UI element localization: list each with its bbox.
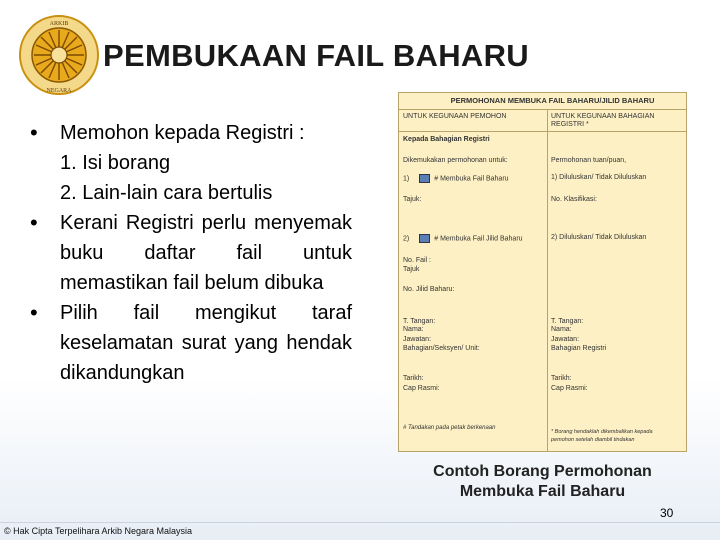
- page-number: 30: [660, 506, 674, 520]
- form-option: 2) # Membuka Fail Jilid Baharu: [403, 235, 523, 243]
- caption-line: Membuka Fail Baharu: [459, 483, 626, 500]
- svg-text:NEGARA: NEGARA: [46, 88, 72, 94]
- bullet-text: Kerani Registri perlu menyemak buku daftar fail untuk memastikan fail belum dibuka: [60, 212, 352, 294]
- form-label: Tarikh:: [551, 375, 572, 382]
- form-label: T. Tangan:: [403, 318, 436, 325]
- form-label: Permohonan tuan/puan,: [551, 157, 627, 164]
- form-label: Bahagian/Seksyen/ Unit:: [403, 345, 480, 352]
- bullet-item: [30, 208, 352, 298]
- bullet-item: [30, 298, 352, 388]
- checkbox-icon: [419, 234, 430, 243]
- form-left-header: UNTUK KEGUNAAN PEMOHON: [403, 113, 507, 120]
- bullet-list: [30, 118, 352, 388]
- form-label: Nama:: [403, 326, 424, 333]
- form-footnote: # Tandakan pada petak berkenaan: [403, 425, 496, 431]
- bullet-text: Pilih fail mengikut taraf keselamatan surat yang hendak dikandungkan: [60, 302, 352, 384]
- form-label: 1) Diluluskan/ Tidak Diluluskan: [551, 174, 647, 181]
- form-label: Nama:: [551, 326, 572, 333]
- svg-text:ARKIB: ARKIB: [49, 21, 69, 27]
- caption-line: Contoh Borang Permohonan: [433, 463, 652, 480]
- form-label: No. Fail :: [403, 257, 432, 264]
- form-label: Bahagian Registri: [551, 345, 607, 352]
- copyright-footer: © Hak Cipta Terpelihara Arkib Negara Malaysia: [4, 526, 193, 536]
- form-label: 2) Diluluskan/ Tidak Diluluskan: [551, 234, 647, 241]
- form-footnote: pemohon setelah diambil tindakan: [551, 437, 635, 443]
- form-label: Jawatan:: [403, 336, 432, 343]
- form-label: Dikemukakan permohonan untuk:: [403, 157, 508, 164]
- form-right-header: UNTUK KEGUNAAN BAHAGIAN REGISTRI *: [551, 113, 655, 128]
- slide-title: PEMBUKAAN FAIL BAHARU: [103, 38, 529, 73]
- form-label: Kepada Bahagian Registri: [403, 136, 490, 143]
- checkbox-icon: [419, 174, 430, 183]
- form-heading: PERMOHONAN MEMBUKA FAIL BAHARU/JILID BAHARU: [399, 93, 686, 110]
- form-image: [398, 92, 687, 452]
- form-label: Cap Rasmi:: [551, 385, 588, 392]
- form-divider: [548, 131, 686, 132]
- sub-item: 2. Lain-lain cara bertulis: [60, 182, 273, 204]
- form-divider: [399, 131, 547, 132]
- bullet-item: [30, 118, 352, 148]
- sub-item: 1. Isi borang: [60, 152, 171, 174]
- form-label: Tajuk: [403, 266, 420, 273]
- form-caption: [398, 462, 687, 502]
- form-label: No. Klasifikasi:: [551, 196, 597, 203]
- footer-divider: [0, 522, 720, 523]
- bullet-dot: •: [30, 300, 38, 325]
- bullet-text: Memohon kepada Registri :: [60, 122, 305, 144]
- form-label: T. Tangan:: [551, 318, 584, 325]
- form-divider: [547, 110, 548, 451]
- form-label: Tarikh:: [403, 375, 424, 382]
- bullet-dot: •: [30, 120, 38, 145]
- bullet-dot: •: [30, 210, 38, 235]
- form-footnote: * Borang hendaklah dikembalikan kepada: [551, 429, 653, 435]
- form-option: 1) # Membuka Fail Baharu: [403, 175, 509, 183]
- form-label: Jawatan:: [551, 336, 580, 343]
- form-label: Tajuk:: [403, 196, 422, 203]
- form-label: No. Jilid Baharu:: [403, 286, 455, 293]
- form-label: Cap Rasmi:: [403, 385, 440, 392]
- arkib-negara-logo: [18, 14, 100, 96]
